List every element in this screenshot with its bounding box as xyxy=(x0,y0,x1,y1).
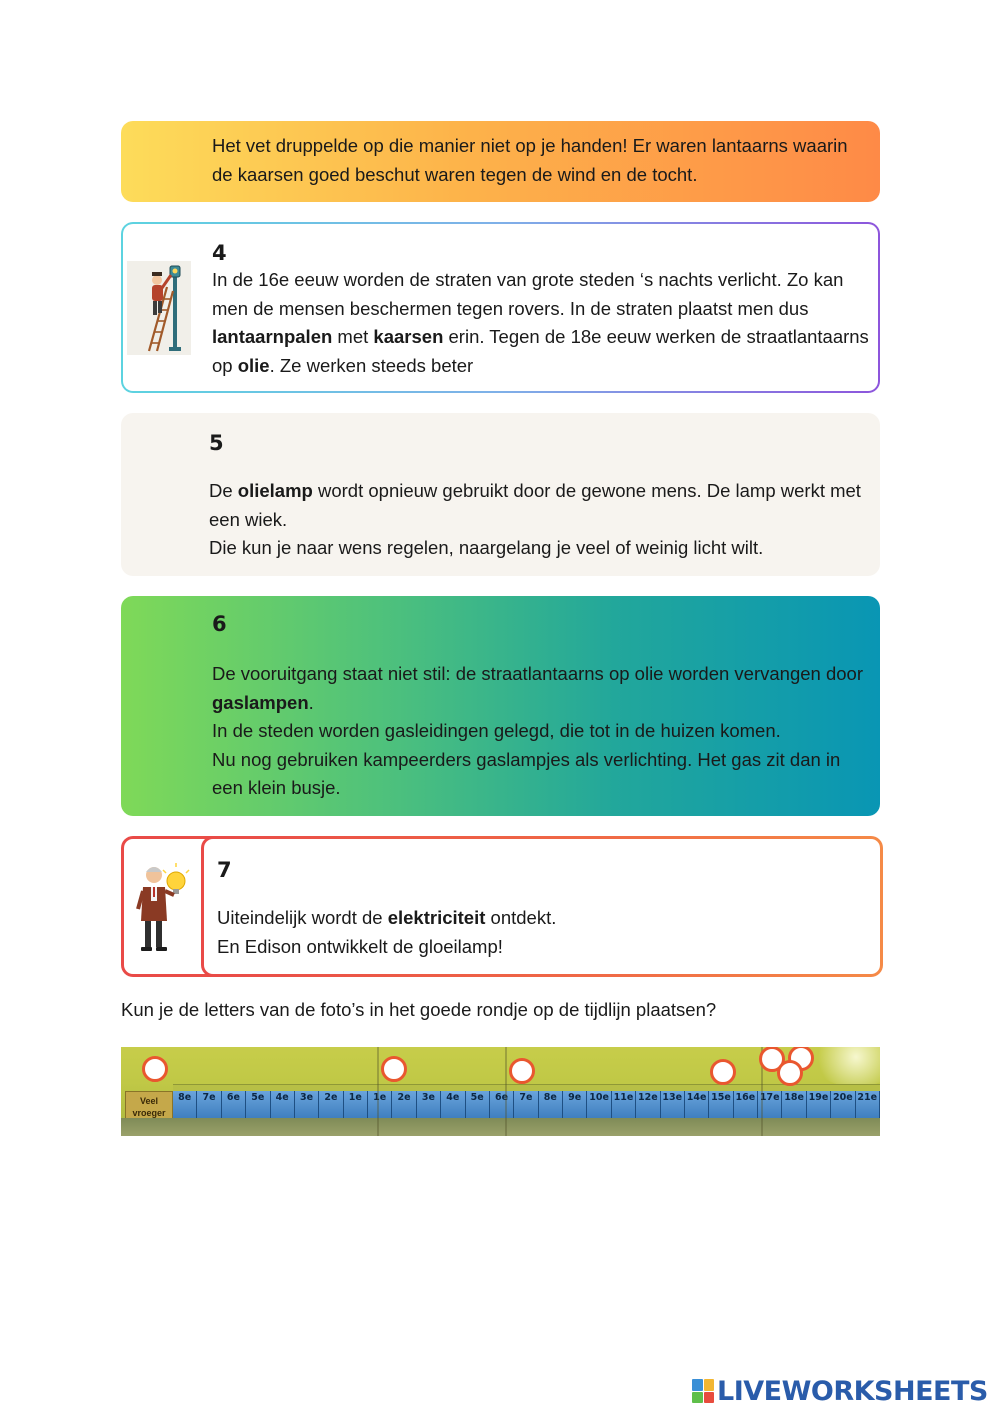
card-6-text: De vooruitgang staat niet stil: de straatlantaarns op olie worden vervangen door gaslampen. In de steden worden gasleidingen gelegd, die tot in de huizen komen. Nu nog gebruiken kampeerders gaslampjes als verlichting. Het gas zit dan in een klein busje. xyxy=(212,663,863,798)
timeline-start-label: Veel vroeger xyxy=(125,1091,173,1121)
keyword-olie: olie xyxy=(237,354,270,376)
century-cell: 2e xyxy=(392,1091,416,1118)
answer-circle-3[interactable] xyxy=(509,1058,535,1084)
card-5-text: De olielamp wordt opnieuw gebruikt door de gewone mens. De lamp werkt met een wiek. Die kun je naar wens regelen, naargelang je veel of weinig licht wilt. xyxy=(209,480,861,558)
card-7-panel xyxy=(201,836,883,977)
keyword-kaarsen: kaarsen xyxy=(373,326,444,347)
info-card-6 xyxy=(121,596,880,816)
century-band xyxy=(173,1091,880,1118)
keyword-elektriciteit: elektriciteit xyxy=(387,907,486,928)
century-cell: 5e xyxy=(246,1091,270,1118)
keyword-olielamp: olielamp xyxy=(237,480,313,501)
card-6-number: 6 xyxy=(212,612,227,636)
info-card-7 xyxy=(121,836,880,977)
lamplighter-illustration xyxy=(127,261,191,355)
liveworksheets-icon xyxy=(692,1379,714,1403)
answer-circle-7[interactable] xyxy=(777,1060,803,1086)
century-cell: 3e xyxy=(295,1091,319,1118)
century-cell: 4e xyxy=(271,1091,295,1118)
century-cell: 3e xyxy=(417,1091,441,1118)
century-cell: 7e xyxy=(514,1091,538,1118)
century-cell: 14e xyxy=(685,1091,709,1118)
century-cell: 13e xyxy=(661,1091,685,1118)
century-cell: 15e xyxy=(709,1091,733,1118)
century-cell: 2e xyxy=(319,1091,343,1118)
card-7-text: Uiteindelijk wordt de elektriciteit ontdekt. En Edison ontwikkelt de gloeilamp! xyxy=(217,907,557,957)
century-cell: 16e xyxy=(734,1091,758,1118)
light-glare xyxy=(811,1047,880,1087)
century-cell: 6e xyxy=(490,1091,514,1118)
century-cell: 10e xyxy=(587,1091,611,1118)
timeline-question: Kun je de letters van de foto’s in het goede rondje op de tijdlijn plaatsen? xyxy=(121,999,717,1020)
info-card-3 xyxy=(121,121,880,202)
card-3-text: Het vet druppelde op die manier niet op je handen! Er waren lantaarns waarin de kaarsen goed beschut waren tegen de wind en de tocht. xyxy=(212,135,848,185)
answer-circle-4[interactable] xyxy=(710,1059,736,1085)
card-4-number: 4 xyxy=(212,241,227,265)
century-cell: 20e xyxy=(831,1091,855,1118)
century-cell: 19e xyxy=(807,1091,831,1118)
card-4-text: In de 16e eeuw worden de straten van grote steden ‘s nachts verlicht. Zo kan men de mensen beschermen tegen rovers. In de straten plaatst men dus lantaarnpalen met kaarsen erin. Tegen de 18e eeuw werken de straatlantaarns op olie. Ze werken steeds beter xyxy=(212,269,869,376)
timeline-tick-strip xyxy=(173,1084,880,1091)
card-5-number: 5 xyxy=(209,431,224,455)
century-cell: 4e xyxy=(441,1091,465,1118)
answer-circle-2[interactable] xyxy=(381,1056,407,1082)
century-cell: 18e xyxy=(782,1091,806,1118)
info-card-5 xyxy=(121,413,880,576)
century-cell: 1e xyxy=(368,1091,392,1118)
timeline-photo xyxy=(121,1047,880,1136)
century-cell: 5e xyxy=(466,1091,490,1118)
keyword-gaslampen: gaslampen xyxy=(212,691,309,713)
century-cell: 8e xyxy=(539,1091,563,1118)
card-7-number: 7 xyxy=(217,858,232,882)
answer-circle-1[interactable] xyxy=(142,1056,168,1082)
century-cell: 6e xyxy=(222,1091,246,1118)
liveworksheets-wordmark: LIVEWORKSHEETS xyxy=(717,1375,988,1407)
edison-illustration xyxy=(132,859,192,957)
century-cell: 17e xyxy=(758,1091,782,1118)
century-cell: 9e xyxy=(563,1091,587,1118)
century-cell: 8e xyxy=(173,1091,197,1118)
century-cell: 11e xyxy=(612,1091,636,1118)
photo-seam xyxy=(505,1047,507,1136)
century-cell: 1e xyxy=(344,1091,368,1118)
keyword-lantaarnpalen: lantaarnpalen xyxy=(212,326,333,347)
century-cell: 7e xyxy=(197,1091,221,1118)
timeline-base xyxy=(121,1118,880,1136)
photo-seam xyxy=(377,1047,379,1136)
century-cell: 12e xyxy=(636,1091,660,1118)
info-card-4 xyxy=(121,222,880,393)
liveworksheets-logo xyxy=(692,1375,988,1407)
century-cell: 21e xyxy=(856,1091,880,1118)
